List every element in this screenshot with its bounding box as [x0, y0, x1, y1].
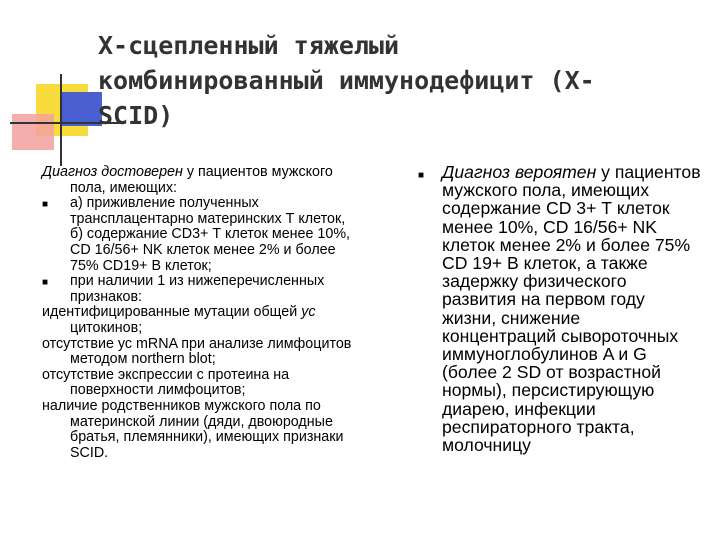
right-line: нормы), персистирующую [442, 380, 655, 401]
right-line: концентраций сывороточных [442, 325, 679, 346]
square-bullet-icon: ■ [418, 170, 425, 181]
left-column [42, 165, 392, 461]
bullet2-line: признаков: [70, 288, 143, 305]
right-line: менее 10%, CD 16/56+ NK [442, 216, 657, 237]
intro-rest: у пациентов мужского [182, 164, 333, 180]
square-bullet-icon: ■ [42, 199, 49, 211]
item4-line: материнской линии (дяди, двоюродные [70, 413, 333, 430]
right-column [418, 163, 708, 454]
bullet1-line: 75% CD19+ В клеток; [70, 257, 212, 274]
item4-line: SCID. [70, 444, 109, 461]
intro-italic: Диагноз достоверен [42, 164, 183, 180]
bullet2-line: при наличии 1 из нижеперечисленных [70, 273, 325, 290]
item4-line: наличие родственников мужского пола по [42, 397, 321, 414]
left-item-4 [42, 399, 392, 461]
right-line: (более 2 SD от возрастной [442, 362, 661, 383]
decorative-vertical-line [60, 74, 62, 166]
right-line: содержание CD 3+ Т клеток [442, 198, 670, 219]
item2-line-2: методом northern blot; [70, 351, 216, 368]
right-line: CD 19+ В клеток, а также [442, 253, 648, 274]
item1-line-2: цитокинов; [70, 319, 143, 336]
right-first-line [442, 163, 708, 181]
item1-text: идентифицированные мутации общей [42, 304, 302, 321]
item3-line-2: поверхности лимфоцитов; [70, 382, 246, 399]
left-bullet-1 [42, 196, 392, 274]
title-line-3: SCID) [98, 101, 174, 130]
left-item-3 [42, 368, 392, 399]
right-first-rest: у пациентов [596, 162, 701, 182]
title-line-2: комбинированный иммунодефицит (X- [98, 66, 595, 95]
left-item-1 [42, 305, 392, 336]
right-line: иммуноглобулинов A и G [442, 344, 647, 365]
bullet1-line: трансплацентарно материнских Т клеток, [70, 210, 346, 227]
right-line: жизни, снижение [442, 307, 581, 328]
decorative-red-square [12, 114, 54, 150]
right-line: развития на первом году [442, 289, 645, 310]
right-line: задержку физического [442, 271, 627, 292]
left-intro [42, 165, 392, 196]
item1-italic: ус [301, 304, 316, 321]
intro-line-2: пола, имеющих: [70, 179, 177, 196]
item3-line-1: отсутствие экспрессии с протеина на [42, 366, 290, 383]
slide-title [98, 28, 698, 133]
bullet1-line: CD 16/56+ NK клеток менее 2% и более [70, 241, 336, 258]
right-line: мужского пола, имеющих [442, 180, 649, 201]
square-bullet-icon: ■ [42, 277, 49, 289]
right-line: клеток менее 2% и более 75% [442, 234, 691, 255]
right-line: диарею, инфекции [442, 398, 596, 419]
left-item-2 [42, 337, 392, 368]
bullet1-line: б) содержание CD3+ Т клеток менее 10%, [70, 226, 350, 243]
bullet1-line: а) приживление полученных [70, 195, 259, 212]
decorative-blue-square [62, 92, 102, 126]
item4-line: братья, племянники), имеющих признаки [70, 429, 344, 446]
title-line-1: X-сцепленный тяжелый [98, 31, 400, 60]
right-line: респираторного тракта, [442, 416, 635, 437]
right-line: молочницу [442, 435, 531, 456]
left-bullet-2 [42, 274, 392, 305]
right-bullet [418, 163, 708, 454]
item2-line-1: отсутствие ус mRNA при анализе лимфоцитов [42, 335, 352, 352]
right-italic: Диагноз вероятен [442, 162, 597, 182]
